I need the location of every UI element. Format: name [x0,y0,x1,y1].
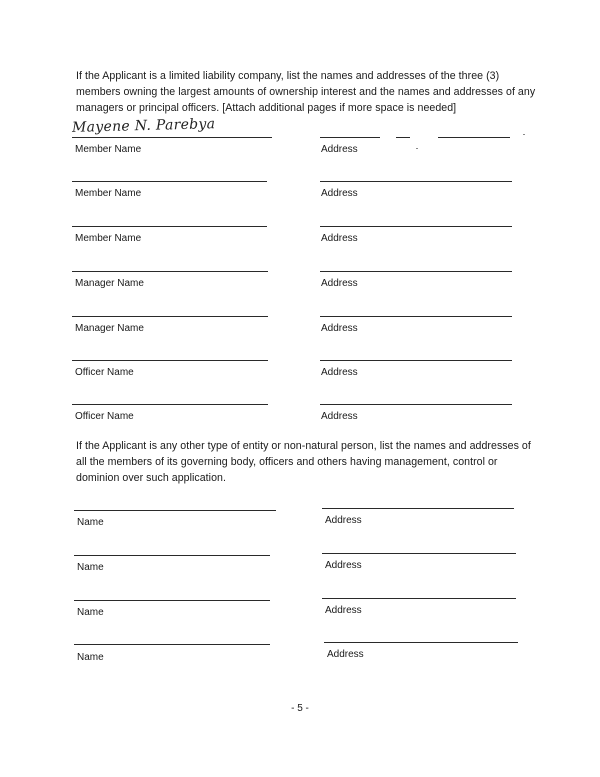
member-row-2 [0,181,600,221]
other-entity-instructions: If the Applicant is any other type of entity or non-natural person, list the names and addresses of all the members of its governing body, officers and others having management, control or dominion over such application. [76,440,531,484]
address-line[interactable] [322,553,516,554]
manager-name-line[interactable] [72,316,268,317]
manager-name-label: Manager Name [75,323,144,334]
address-label: Address [321,144,358,155]
name-label: Name [77,517,104,528]
page-number: - 5 - [291,703,309,714]
name-line[interactable] [74,600,270,601]
manager-row-2 [0,316,600,356]
address-line[interactable] [320,181,512,182]
llc-instructions: If the Applicant is a limited liability company, list the names and addresses of the three (3) members owning the largest amounts of ownership interest and the names and addresses of any managers or principal officers. [Attach additional pages if more space is needed] [76,70,536,114]
address-line-part[interactable] [438,137,510,138]
address-label: Address [321,323,358,334]
member-row-1 [0,137,600,177]
member-name-line[interactable] [72,226,267,227]
address-line[interactable] [320,316,512,317]
member-name-label: Member Name [75,144,142,155]
member-name-line[interactable] [72,181,267,182]
officer-name-label: Officer Name [75,367,134,378]
manager-name-line[interactable] [72,271,268,272]
member-row-3 [0,226,600,266]
address-line-part[interactable] [320,137,380,138]
officer-row-1 [0,360,600,400]
address-label: Address [321,278,358,289]
member-name-line[interactable] [72,137,272,138]
address-line[interactable] [320,404,512,405]
address-line-part[interactable] [396,137,410,138]
scan-speck [523,134,525,135]
member-name-label: Member Name [75,233,142,244]
name-row-1 [0,510,600,550]
member-name-label: Member Name [75,188,142,199]
address-label: Address [325,560,362,571]
address-label: Address [325,515,362,526]
address-label: Address [327,649,364,660]
address-line[interactable] [320,271,512,272]
address-line[interactable] [322,508,514,509]
address-line[interactable] [324,642,518,643]
address-label: Address [321,233,358,244]
address-label: Address [321,188,358,199]
name-row-4 [0,644,600,684]
name-line[interactable] [74,644,270,645]
name-row-3 [0,600,600,640]
name-label: Name [77,652,104,663]
name-label: Name [77,562,104,573]
address-label: Address [321,367,358,378]
address-line[interactable] [322,598,516,599]
name-row-2 [0,555,600,595]
officer-name-line[interactable] [72,360,268,361]
address-line[interactable] [320,226,512,227]
member-name-signature: Mayene N. Parebya [71,116,216,136]
manager-name-label: Manager Name [75,278,144,289]
officer-name-line[interactable] [72,404,268,405]
scan-speck [416,148,418,149]
address-line[interactable] [320,360,512,361]
manager-row-1 [0,271,600,311]
officer-name-label: Officer Name [75,411,134,422]
address-label: Address [321,411,358,422]
name-line[interactable] [74,510,276,511]
name-line[interactable] [74,555,270,556]
address-label: Address [325,605,362,616]
name-label: Name [77,607,104,618]
